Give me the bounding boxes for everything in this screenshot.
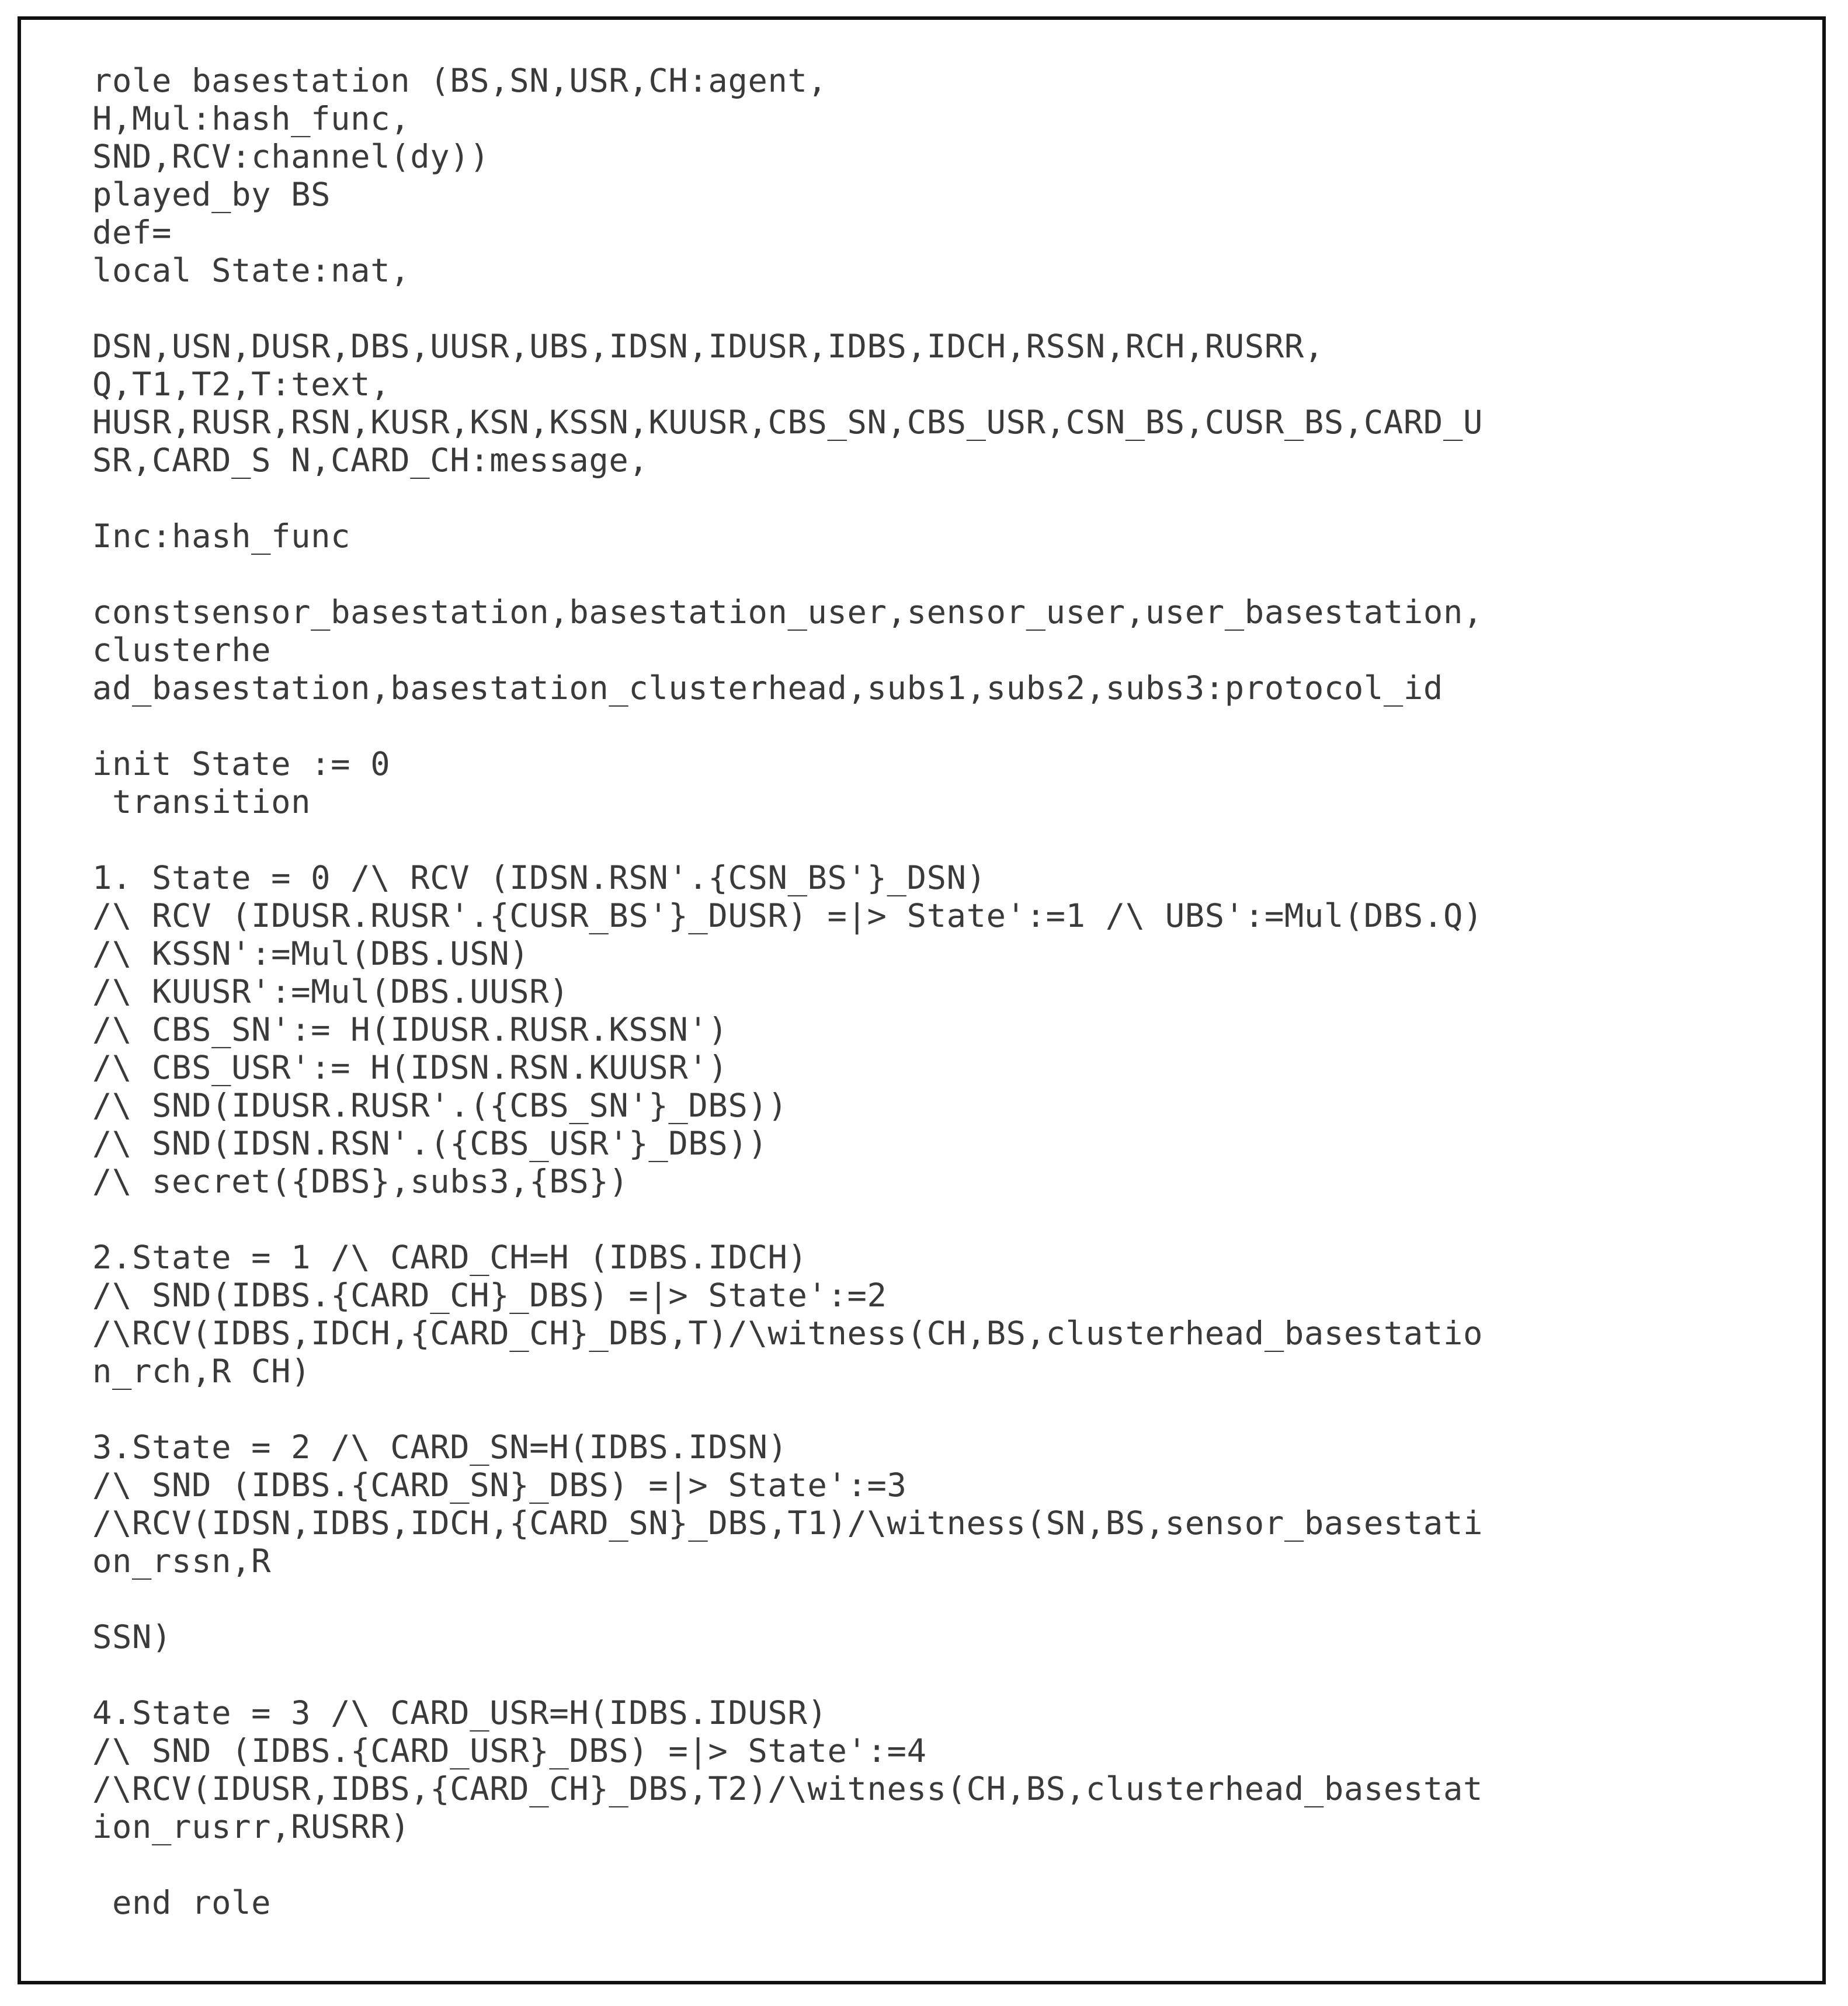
code-line: /\ SND(IDUSR.RUSR'.({CBS_SN'}_DBS)) [92, 1087, 788, 1125]
code-line: SND,RCV:channel(dy)) [92, 138, 490, 176]
code-line [92, 1656, 1786, 1694]
code-line: transition [92, 783, 311, 821]
code-line: ion_rusrr,RUSRR) [92, 1808, 411, 1846]
code-line: end role [92, 1884, 272, 1922]
code-line: /\ KSSN':=Mul(DBS.USN) [92, 935, 530, 973]
code-line: /\ RCV (IDUSR.RUSR'.{CUSR_BS'}_DUSR) =|> State':=1 /\ UBS':=Mul(DBS.Q) [92, 897, 1483, 935]
code-line: ad_basestation,basestation_clusterhead,subs1,subs2,subs3:protocol_id [92, 669, 1443, 707]
code-line: /\ SND(IDBS.{CARD_CH}_DBS) =|> State':=2 [92, 1277, 887, 1315]
code-line: local State:nat, [92, 252, 411, 290]
code-line [92, 290, 1786, 328]
code-line: DSN,USN,DUSR,DBS,UUSR,UBS,IDSN,IDUSR,IDBS,IDCH,RSSN,RCH,RUSRR, [92, 328, 1324, 366]
code-line [92, 1201, 1786, 1239]
code-line: /\ SND(IDSN.RSN'.({CBS_USR'}_DBS)) [92, 1125, 768, 1163]
code-line: init State := 0 [92, 745, 391, 783]
code-line: played_by BS [92, 176, 331, 214]
code-line: HUSR,RUSR,RSN,KUSR,KSN,KSSN,KUUSR,CBS_SN,CBS_USR,CSN_BS,CUSR_BS,CARD_U [92, 404, 1483, 441]
code-line [92, 821, 1786, 859]
code-line: Inc:hash_func [92, 517, 351, 555]
code-line: /\ KUUSR':=Mul(DBS.UUSR) [92, 973, 569, 1011]
code-line: 1. State = 0 /\ RCV (IDSN.RSN'.{CSN_BS'}_DSN) [92, 859, 986, 897]
document-frame [18, 16, 1826, 1984]
code-line: /\ CBS_SN':= H(IDUSR.RUSR.KSSN') [92, 1011, 728, 1049]
code-line: /\RCV(IDSN,IDBS,IDCH,{CARD_SN}_DBS,T1)/\witness(SN,BS,sensor_basestati [92, 1504, 1483, 1542]
code-line [92, 1580, 1786, 1618]
code-line: constsensor_basestation,basestation_user,sensor_user,user_basestation, [92, 593, 1483, 631]
code-line [92, 479, 1786, 517]
code-line: Q,T1,T2,T:text, [92, 366, 391, 404]
code-line: 3.State = 2 /\ CARD_SN=H(IDBS.IDSN) [92, 1428, 788, 1466]
code-line: /\ CBS_USR':= H(IDSN.RSN.KUUSR') [92, 1049, 728, 1087]
code-listing [92, 62, 1786, 1922]
code-line: /\RCV(IDUSR,IDBS,{CARD_CH}_DBS,T2)/\witness(CH,BS,clusterhead_basestat [92, 1770, 1483, 1808]
code-line: SR,CARD_S N,CARD_CH:message, [92, 441, 649, 479]
code-line [92, 707, 1786, 745]
code-line: /\RCV(IDBS,IDCH,{CARD_CH}_DBS,T)/\witness(CH,BS,clusterhead_basestatio [92, 1315, 1483, 1353]
code-line [92, 555, 1786, 593]
code-line: H,Mul:hash_func, [92, 100, 411, 138]
code-line: /\ SND (IDBS.{CARD_USR}_DBS) =|> State':=4 [92, 1732, 927, 1770]
code-line: /\ secret({DBS},subs3,{BS}) [92, 1163, 629, 1201]
code-line: 2.State = 1 /\ CARD_CH=H (IDBS.IDCH) [92, 1239, 808, 1277]
code-line: role basestation (BS,SN,USR,CH:agent, [92, 62, 828, 100]
code-line [92, 1390, 1786, 1428]
code-line [92, 1846, 1786, 1884]
code-line: n_rch,R CH) [92, 1353, 311, 1390]
code-line: def= [92, 214, 172, 252]
code-line: 4.State = 3 /\ CARD_USR=H(IDBS.IDUSR) [92, 1694, 828, 1732]
code-line: /\ SND (IDBS.{CARD_SN}_DBS) =|> State':=3 [92, 1466, 907, 1504]
code-line: on_rssn,R [92, 1542, 272, 1580]
code-line: clusterhe [92, 631, 272, 669]
code-line: SSN) [92, 1618, 172, 1656]
